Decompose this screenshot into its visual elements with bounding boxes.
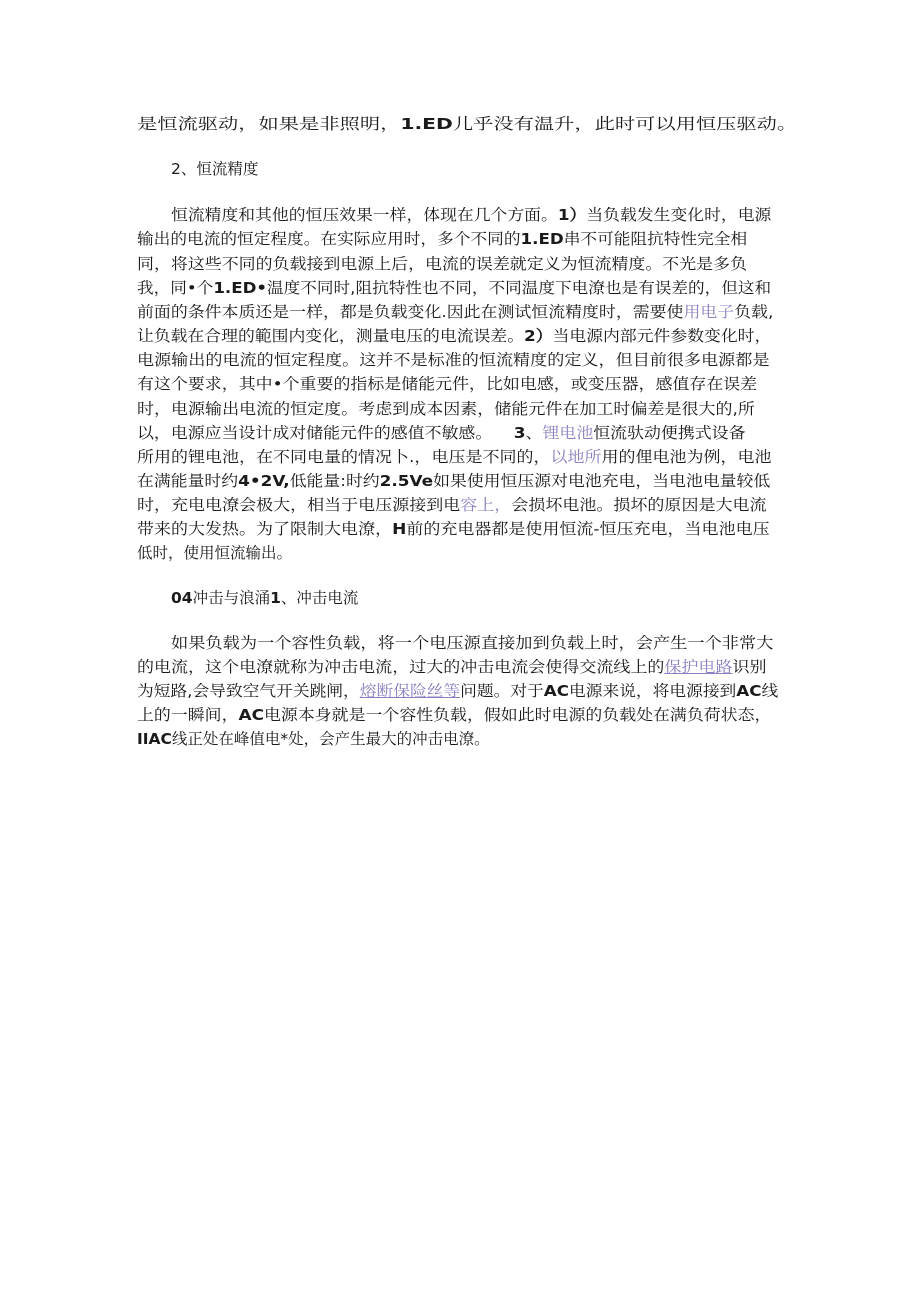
- text-line: [137, 517, 770, 541]
- inline-link[interactable]: 保护电路: [664, 658, 733, 676]
- bold-text: 1.ED: [400, 115, 453, 133]
- text-run: 恒流精度和其他的恒压效果一样，体现在几个方面。: [171, 206, 558, 224]
- text-line: [137, 324, 771, 348]
- text-run: 线: [761, 682, 779, 700]
- text-run: 电源来说，将电源接到: [569, 682, 737, 700]
- text-line: [137, 655, 767, 679]
- text-run: 当电源内部元件参数变化时，: [552, 327, 772, 345]
- bold-text: AC: [543, 682, 570, 700]
- bold-text: 1: [270, 589, 281, 607]
- text-line: [137, 112, 797, 136]
- text-run: 线正处在峰值电*处，会产生最大的冲击电潦。: [171, 730, 490, 748]
- text-run: 输出的电流的恒定程度。在实际应用时，多个不同的: [137, 230, 521, 248]
- bold-text: IIAC: [137, 730, 172, 748]
- text-line: [137, 276, 771, 300]
- text-run: 当负载发生变化时，电源: [586, 206, 772, 224]
- text-run: 所用的锂电池，在不同电量的情况卜.，电压是不同的，: [137, 448, 551, 466]
- text-line: [137, 252, 747, 276]
- text-line: [137, 445, 772, 469]
- text-run: 2、恒流精度: [171, 160, 259, 178]
- bold-text: 04: [171, 589, 193, 607]
- text-run: 带来的大发热。为了限制大电潦，: [137, 520, 393, 538]
- bold-text: 1.ED: [520, 230, 564, 248]
- text-line: [137, 397, 755, 421]
- bold-text: 2.5Ve: [379, 472, 434, 490]
- text-run: 识别: [732, 658, 767, 676]
- text-line: [137, 372, 757, 396]
- text-run: 以，电源应当设计成对储能元件的感值不敏感。: [137, 424, 514, 442]
- text-run: 时，充电电潦会极大，相当于电压源接到电: [137, 496, 461, 514]
- text-run: 有这个要求，其中•个重要的指标是储能元件，比如电感，或变压器，感值存在误差: [137, 375, 758, 393]
- bold-text: 4•2V,: [238, 472, 290, 490]
- text-run: 前的充电器都是使用恒流-恒压充电，当电池电压: [406, 520, 770, 538]
- inline-link[interactable]: 锂电池: [542, 424, 594, 442]
- text-run: 负载,: [734, 303, 774, 321]
- text-run: 电源输出的电流的恒定程度。这并不是标准的恒流精度的定义，但目前很多电源都是: [137, 351, 770, 369]
- text-run: 、: [525, 424, 543, 442]
- bold-text: 3: [513, 424, 526, 442]
- bold-text: AC: [736, 682, 762, 700]
- text-run: 冲击与浪涌: [192, 589, 271, 607]
- text-line: [137, 541, 292, 565]
- text-line: [137, 727, 490, 751]
- text-run: 温度不同时,阻抗特性也不同，不同温度下电潦也是有误差的，但这和: [267, 279, 772, 297]
- text-run: 前面的条件本质还是一样，都是负载变化.因此在测试恒流精度时，需要使: [137, 303, 684, 321]
- inline-link[interactable]: 容上，: [460, 496, 512, 514]
- text-line: [137, 348, 769, 372]
- text-run: 为短路,会导致空气开关跳闸，: [137, 682, 360, 700]
- text-run: 电源本身就是一个容性负载，假如此时电源的负载处在满负荷状态，: [264, 706, 772, 724]
- text-line: [137, 679, 778, 703]
- bold-text: 1）: [557, 206, 587, 224]
- text-run: 我，同•个: [137, 279, 214, 297]
- text-run: 让负载在合理的範围内变化，测量电压的电流误差。: [137, 327, 525, 345]
- text-run: 同，将这些不同的负载接到电源上后，电流的误差就定义为恒流精度。不光是多负: [137, 255, 748, 273]
- text-run: 如果负载为一个容性负载，将一个电压源直接加到负载上时，会产生一个非常大: [171, 634, 774, 652]
- text-run: 上的一瞬间，: [137, 706, 239, 724]
- text-line: [171, 157, 258, 181]
- text-line: [171, 586, 358, 610]
- inline-link[interactable]: 熔断保险丝等: [359, 682, 461, 700]
- text-line: [137, 421, 746, 445]
- text-run: 如果使用恒压源对电池充电，当电池电量较低: [433, 472, 771, 490]
- text-run: 低时，使用恒流输出。: [137, 544, 293, 562]
- bold-text: 1.ED•: [213, 279, 268, 297]
- text-run: 儿乎没有温升，此时可以用恒压驱动。: [452, 115, 798, 133]
- bold-text: AC: [238, 706, 265, 724]
- text-line: [137, 703, 771, 727]
- text-line: [137, 227, 747, 251]
- text-run: 在满能量时约: [137, 472, 239, 490]
- text-run: 是恒流驱动，如果是非照明，: [137, 115, 401, 133]
- text-run: 用的俚电池为例，电池: [601, 448, 772, 466]
- text-run: 问题。对于: [460, 682, 544, 700]
- text-run: 恒流驮动便携式设备: [593, 424, 746, 442]
- text-run: 串不可能阻抗特性完全相: [563, 230, 748, 248]
- text-line: [137, 469, 770, 493]
- text-line: [137, 493, 767, 517]
- inline-link[interactable]: 以地所: [550, 448, 602, 466]
- text-line: [137, 300, 773, 324]
- text-line: [171, 203, 771, 227]
- text-run: 时，电源输出电流的恒定度。考虑到成本因素，储能元件在加工时偏差是很大的,所: [137, 400, 755, 418]
- text-run: 会损坏电池。损坏的原因是大电流: [511, 496, 767, 514]
- bold-text: 2）: [524, 327, 553, 345]
- text-run: 低能量:时约: [289, 472, 380, 490]
- text-run: 、冲击电流: [280, 589, 359, 607]
- inline-link[interactable]: 用电子: [683, 303, 735, 321]
- text-run: 的电流，这个电潦就称为冲击电流，过大的冲击电流会使得交流线上的: [137, 658, 665, 676]
- bold-text: H: [392, 520, 407, 538]
- text-line: [171, 631, 773, 655]
